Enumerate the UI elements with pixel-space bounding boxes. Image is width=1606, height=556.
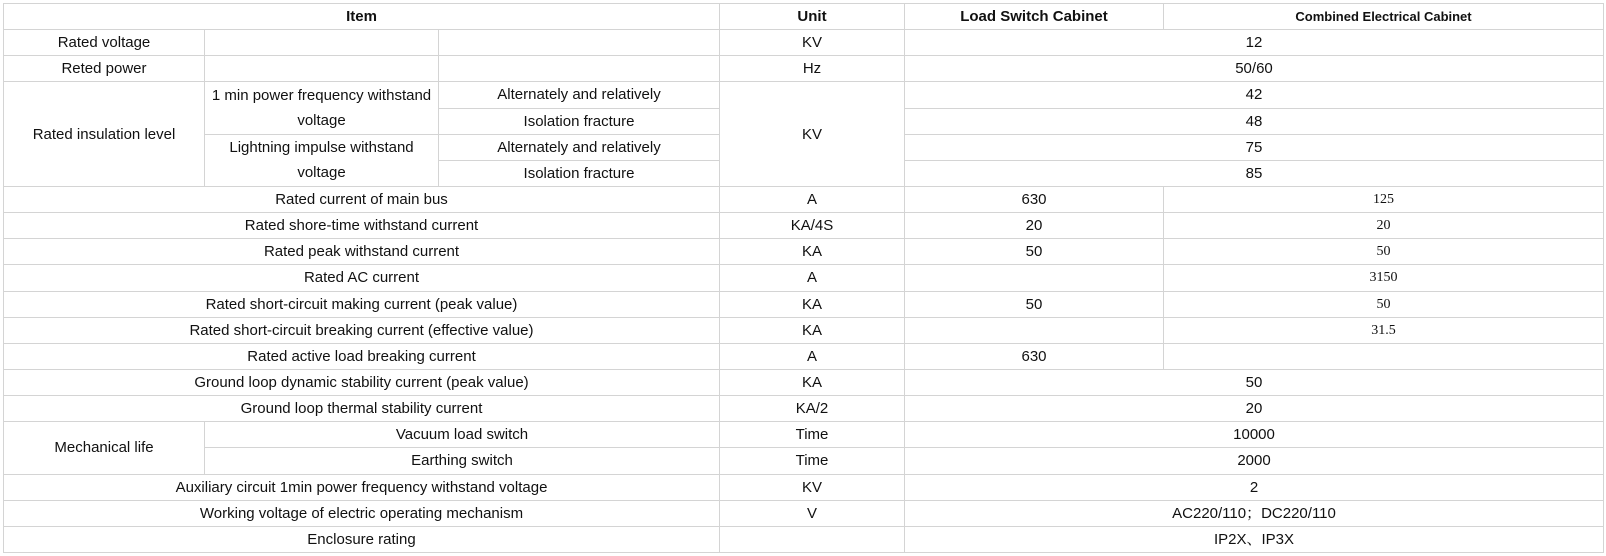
sub-label: Earthing switch [205, 448, 720, 474]
combined-value [1164, 343, 1604, 369]
row-value: IP2X、IP3X [905, 526, 1604, 552]
row-label: Mechanical life [4, 422, 205, 474]
table-row [4, 239, 1604, 265]
table-row [4, 265, 1604, 291]
row-unit: KA [720, 369, 905, 395]
row-value: 75 [905, 134, 1604, 160]
empty-cell [439, 56, 720, 82]
row-value: 20 [905, 396, 1604, 422]
header-load-switch: Load Switch Cabinet [905, 4, 1164, 30]
table-row [4, 396, 1604, 422]
row-unit: KV [720, 82, 905, 187]
row-unit: KV [720, 474, 905, 500]
row-label: Rated peak withstand current [4, 239, 720, 265]
header-combined: Combined Electrical Cabinet [1164, 4, 1604, 30]
row-unit: KA/4S [720, 213, 905, 239]
empty-cell [439, 30, 720, 56]
table-row [4, 213, 1604, 239]
row-label: Enclosure rating [4, 526, 720, 552]
row-value: 12 [905, 30, 1604, 56]
row-value: 42 [905, 82, 1604, 108]
load-switch-value: 50 [905, 291, 1164, 317]
sub-sub-label: Alternately and relatively [439, 134, 720, 160]
row-value: 50/60 [905, 56, 1604, 82]
row-value: 2000 [905, 448, 1604, 474]
combined-value: 3150 [1164, 265, 1604, 291]
sub-sub-label: Alternately and relatively [439, 82, 720, 108]
row-label: Auxiliary circuit 1min power frequency withstand voltage [4, 474, 720, 500]
row-unit: Hz [720, 56, 905, 82]
sub-label: 1 min power frequency withstand voltage [205, 82, 439, 134]
sub-label: Vacuum load switch [205, 422, 720, 448]
empty-cell [205, 56, 439, 82]
row-unit: A [720, 265, 905, 291]
sub-sub-label: Isolation fracture [439, 160, 720, 186]
row-label: Working voltage of electric operating mechanism [4, 500, 720, 526]
load-switch-value: 630 [905, 186, 1164, 212]
combined-value: 125 [1164, 186, 1604, 212]
row-unit [720, 526, 905, 552]
row-label: Reted power [4, 56, 205, 82]
row-label: Rated short-circuit making current (peak value) [4, 291, 720, 317]
table-row [4, 56, 1604, 82]
row-unit: KV [720, 30, 905, 56]
row-label: Rated current of main bus [4, 186, 720, 212]
load-switch-value: 50 [905, 239, 1164, 265]
row-unit: A [720, 343, 905, 369]
table-row [4, 30, 1604, 56]
row-label: Rated active load breaking current [4, 343, 720, 369]
table-row [4, 474, 1604, 500]
table-row [4, 82, 1604, 108]
combined-value: 50 [1164, 291, 1604, 317]
specification-table [3, 3, 1604, 553]
row-unit: KA [720, 291, 905, 317]
sub-sub-label: Isolation fracture [439, 108, 720, 134]
empty-cell [205, 30, 439, 56]
row-label: Rated shore-time withstand current [4, 213, 720, 239]
row-label: Rated AC current [4, 265, 720, 291]
row-label: Rated voltage [4, 30, 205, 56]
sub-label: Lightning impulse withstand voltage [205, 134, 439, 186]
header-unit: Unit [720, 4, 905, 30]
load-switch-value [905, 265, 1164, 291]
load-switch-value [905, 317, 1164, 343]
table-row [4, 369, 1604, 395]
header-item: Item [4, 4, 720, 30]
table-row [4, 422, 1604, 448]
table-row [4, 186, 1604, 212]
combined-value: 20 [1164, 213, 1604, 239]
load-switch-value: 20 [905, 213, 1164, 239]
table-row [4, 526, 1604, 552]
row-value: 50 [905, 369, 1604, 395]
row-unit: KA/2 [720, 396, 905, 422]
load-switch-value: 630 [905, 343, 1164, 369]
combined-value: 50 [1164, 239, 1604, 265]
row-label: Ground loop dynamic stability current (peak value) [4, 369, 720, 395]
row-label: Rated short-circuit breaking current (effective value) [4, 317, 720, 343]
table-row [4, 317, 1604, 343]
row-unit: A [720, 186, 905, 212]
row-value: 2 [905, 474, 1604, 500]
row-unit: Time [720, 422, 905, 448]
table-row [4, 448, 1604, 474]
row-value: 48 [905, 108, 1604, 134]
row-unit: Time [720, 448, 905, 474]
row-label: Ground loop thermal stability current [4, 396, 720, 422]
row-unit: KA [720, 317, 905, 343]
table-row [4, 343, 1604, 369]
row-value: AC220/110；DC220/110 [905, 500, 1604, 526]
header-row [4, 4, 1604, 30]
row-value: 85 [905, 160, 1604, 186]
table-row [4, 291, 1604, 317]
combined-value: 31.5 [1164, 317, 1604, 343]
table-row [4, 500, 1604, 526]
row-unit: V [720, 500, 905, 526]
row-label: Rated insulation level [4, 82, 205, 187]
row-value: 10000 [905, 422, 1604, 448]
row-unit: KA [720, 239, 905, 265]
